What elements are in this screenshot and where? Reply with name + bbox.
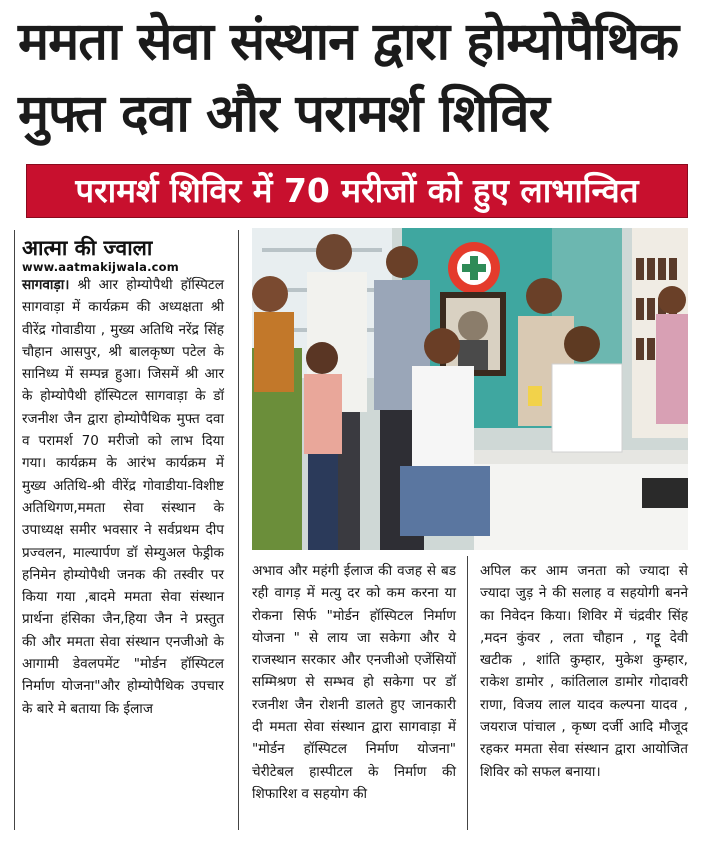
- subheadline-banner: परामर्श शिविर में 70 मरीजों को हुए लाभान्वित: [26, 164, 688, 218]
- article-column-1: [22, 274, 224, 720]
- brand-logo: आत्मा की ज्वाला: [22, 236, 153, 260]
- publication-brand: [22, 236, 212, 275]
- column-2-text: अभाव और महंगी ईलाज की वजह से बड रही वागड़ में मत्यु दर को कम करना या रोकना सिर्फ "मोर्डन हॉस्पिटल निर्माण योजना " से लाय जा सकेगा और ये राजस्थान सरकार और एनजीओ एजेंसियों सम्मिश्रण से सम्भव हो सकेगा पर डॉ रजनीश जैन रोशनी डालते हुए जानकारी दी ममता सेवा संस्थान द्वारा सागवाड़ा में "मोर्डन हॉस्पिटल निर्माण योजना" चेरीटेबल हास्पीटल के निर्माण की शिफारिश व सहयोग की: [252, 563, 456, 802]
- headline-line-2: मुफ्त दवा और परामर्श शिविर: [18, 84, 549, 144]
- column-rule-1: [238, 230, 239, 830]
- event-photo-graphic: [252, 228, 688, 550]
- article-column-2: [252, 560, 456, 805]
- article-column-3: [480, 560, 688, 783]
- column-1-text: श्री आर होम्योपैथी हॉस्पिटल सागवाड़ा में कार्यक्रम की अध्यक्षता श्री वीरेंद्र गोवाडीया , मुख्य अतिथि नरेंद्र सिंह चौहान आसपुर, श्री बालकृष्ण पटेल के सानिध्य में सम्पन्न हुआ। जिसमें श्री आर के होम्योपैथी हॉस्पिटल सागवाड़ा के डॉ रजनीश जैन द्वारा होम्योपैथिक मुफ्त दवा व परामर्श 70 मरीजो को लाभ दिया गया। कार्यक्रम के आरंभ कार्यक्रम में मुख्य अतिथि-श्री वीरेंद्र गोवाडीया-विशीष्ट अतिथिगण,ममता सेवा संस्थान के उपाध्यक्ष समीर भवसार ने सर्वप्रथम दीप प्रज्वलन, माल्यार्पण डॉ सेम्युअल फेड्रीक हनिमेन होम्योपैथी जनक की तस्वीर पर किया गया ,बादमे ममता सेवा संस्थान प्रार्थना हंसिका जैन,हिया जैन ने प्रस्तुत की और ममता सेवा संस्थान एनजीओ के आगामी डेवलपमेंट "मोर्डन हॉस्पिटल निर्माण योजना"और होम्योपैथिक उपचार के बारे मे बताया कि ईलाज: [22, 277, 224, 717]
- brand-url[interactable]: www.aatmakijwala.com: [22, 260, 179, 274]
- dateline: सागवाड़ा।: [22, 277, 70, 293]
- column-3-text: अपिल कर आम जनता को ज्यादा से ज्यादा जुड़ ने की सलाह व सहयोगी बनने का निवेदन किया। शिविर में चंद्रवीर सिंह ,मदन कुंवर , लता चौहान , गट्टू देवी खटीक , शांति कुम्हार, मुकेश कुम्हार, राकेश डामोर , कांतिलाल डामोर गोदावरी राणा, विजय लाल यादव कल्पना यादव , जयराज पांचाल , कृष्ण दर्जी आदि मौजूद रहकर ममता सेवा संस्थान द्वारा आयोजित शिविर को सफल बनाया।: [480, 563, 688, 780]
- headline: [18, 6, 698, 150]
- event-photo: [252, 228, 688, 550]
- left-column-rule: [14, 230, 15, 830]
- headline-line-1: ममता सेवा संस्थान द्वारा होम्योपैथिक: [18, 12, 679, 72]
- column-rule-2: [467, 556, 468, 830]
